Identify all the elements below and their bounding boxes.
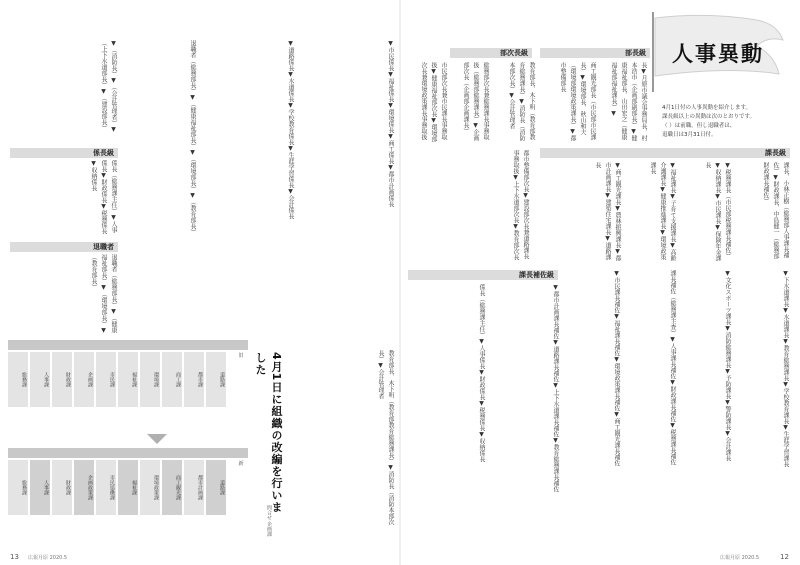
arrow-down-icon — [147, 434, 167, 444]
text-column: ▼市民課長補佐▼福祉課長補佐▼環境政策課長補佐▼商工観光課長補佐 — [613, 270, 620, 466]
text-column: 係長（総務課主任）▼人事係長▼財政係長▼税務係長▼収納係長 — [478, 284, 485, 462]
org-box: 都市課 — [184, 352, 204, 407]
text-column: 教育部長、木下明（教育部教育総務課長）▼消防長（消防本部次長）▼会計管理者 — [508, 62, 535, 141]
text-column: 係長（総務課主任）▼人事係長▼財政係長▼税務係長▼収納係長 — [90, 160, 117, 234]
announcement-sub: 問合せ 企画課 — [266, 505, 272, 537]
org-box: 環境課 — [140, 352, 160, 407]
intro-line: 課長級以上の異動は次のとおりです。 — [662, 114, 756, 120]
org-box: 市民協働課 — [96, 460, 116, 515]
org-box: 財政課 — [52, 460, 72, 515]
text-column: 教育部長、木下明（教育部教育総務課長）▼消防長（消防本部次長）▼会計管理者 — [377, 350, 394, 525]
org-old-label: 旧 — [238, 353, 244, 359]
org-box: 道路課 — [206, 460, 226, 515]
page-number-right: 12 — [780, 553, 789, 561]
footer-right: 広報月原 2020.5 — [720, 555, 760, 561]
org-old-header — [8, 340, 248, 350]
announcement-heading: 4月1日に組織の改編を行いました — [254, 352, 283, 514]
org-old-row — [8, 352, 228, 412]
text-column: 市民部次長兼市民課長事務取扱▼健康福祉部次長▼環境部次長兼環境政策課長事務取扱 — [420, 62, 447, 142]
org-box: 総務課 — [8, 460, 28, 515]
page-gutter — [399, 0, 401, 565]
intro-text — [662, 104, 788, 140]
text-column: ▼税務課長（市民部税務課長補佐）▼収納課長▼市民課長▼保険年金課長 — [704, 162, 731, 261]
org-new-row — [8, 460, 228, 520]
org-box: 環境政策課 — [140, 460, 160, 515]
section-header-kakari: 係長級 — [10, 148, 118, 158]
footer-left: 広報月原 2020.5 — [28, 555, 68, 561]
text-column: 退職者（総務部長）▼（健康福祉部長）▼（環境部長）▼（教育部長） — [90, 254, 117, 334]
text-column: ▼（消防長）▼（会計管理者）▼（上下水道部長）▼（建設部長） — [100, 40, 117, 133]
text-column: ▼道路係長▼水道係長▼学校教育係長▼生涯学習係長▼会計係長 — [287, 40, 294, 219]
section-header-bucho-upper: 部次長級 — [450, 48, 532, 58]
text-column: 課長、小林正樹（総務部人事課長補佐）▼財政課長、中島健一（総務部財政課長補佐） — [762, 162, 789, 259]
section-header-taishoku: 退職者 — [10, 242, 118, 252]
org-box: 商工観光課 — [162, 460, 182, 515]
intro-line: （ ）は前職。但し退職者は、 — [662, 123, 736, 129]
intro-line: 退職日は3月31日付。 — [662, 132, 717, 138]
section-header-kacho: 課長級 — [540, 148, 790, 158]
org-box: 企画課 — [74, 352, 94, 407]
section-header-kacho-ho: 課長補佐級 — [408, 270, 558, 280]
org-box: 総務課 — [8, 352, 28, 407]
org-new-label: 新 — [238, 461, 244, 467]
text-column: ▼商工観光課長▼農林振興課長▼都市計画課長▼建築住宅課長▼道路課長 — [594, 162, 621, 261]
org-box: 商工課 — [162, 352, 182, 407]
org-box: 企画政策課 — [74, 460, 94, 515]
text-column: 長▼月原市議会事務局長、村本浩市（企画部副部長）▼健康福祉部長、山田宏之（健康福祉部福祉課長）▼ — [610, 62, 647, 141]
org-box: 人事課 — [30, 460, 50, 515]
text-column: ▼市民係長▼福祉係長▼環境係長▼商工係長▼都市計画係長 — [387, 40, 394, 207]
org-box: 都市計画課 — [184, 460, 204, 515]
text-column: 商工観光部長（市民部市民課長）▼環境部長、秋山和夫（環境部環境政策課長）▼都市整備部長 — [559, 62, 596, 141]
page-number-left: 13 — [10, 553, 19, 561]
text-column: ▼下水道課長▼水道課長▼教育総務課長▼学校教育課長▼生涯学習課長 — [782, 270, 789, 467]
text-column: ▼文化スポーツ課長▼消防総務課長▼予防課長▼警防課長▼会計課長 — [724, 270, 731, 461]
org-box: 人事課 — [30, 352, 50, 407]
section-header-bucho: 部長級 — [540, 48, 650, 58]
text-column: ▼福祉課長▼子育て支援課長▼高齢介護課長▼健康推進課長▼環境政策課長 — [649, 162, 676, 261]
text-column: ▼都市計画課長補佐▼道路課長補佐▼上下水道課長補佐▼教育総務課長補佐 — [552, 284, 559, 492]
org-box: 福祉課 — [118, 352, 138, 407]
text-column: 都市整備部次長▼建設部次長兼道路課長事務取扱▼上下水道部次長▼教育部次長 — [512, 150, 529, 260]
intro-line: 4月1日付の人事異動を紹介します。 — [662, 105, 752, 111]
org-box: 福祉課 — [118, 460, 138, 515]
org-box: 財政課 — [52, 352, 72, 407]
org-box: 道路課 — [206, 352, 226, 407]
page-title: 人事異動 — [672, 42, 764, 66]
org-new-header — [8, 448, 248, 458]
text-column: 退職者（総務部長）▼（健康福祉部長）▼（環境部長）▼（教育部長） — [189, 40, 196, 235]
text-column: 総務部次長兼総務課長事務取扱（総務部総務課長）▼企画部次長（企画部企画課長） — [462, 62, 489, 141]
org-box: 市民課 — [96, 352, 116, 407]
text-column: 課長補佐（総務課主査）▼人事課長補佐▼財政課長補佐▼税務課長補佐 — [669, 270, 676, 465]
